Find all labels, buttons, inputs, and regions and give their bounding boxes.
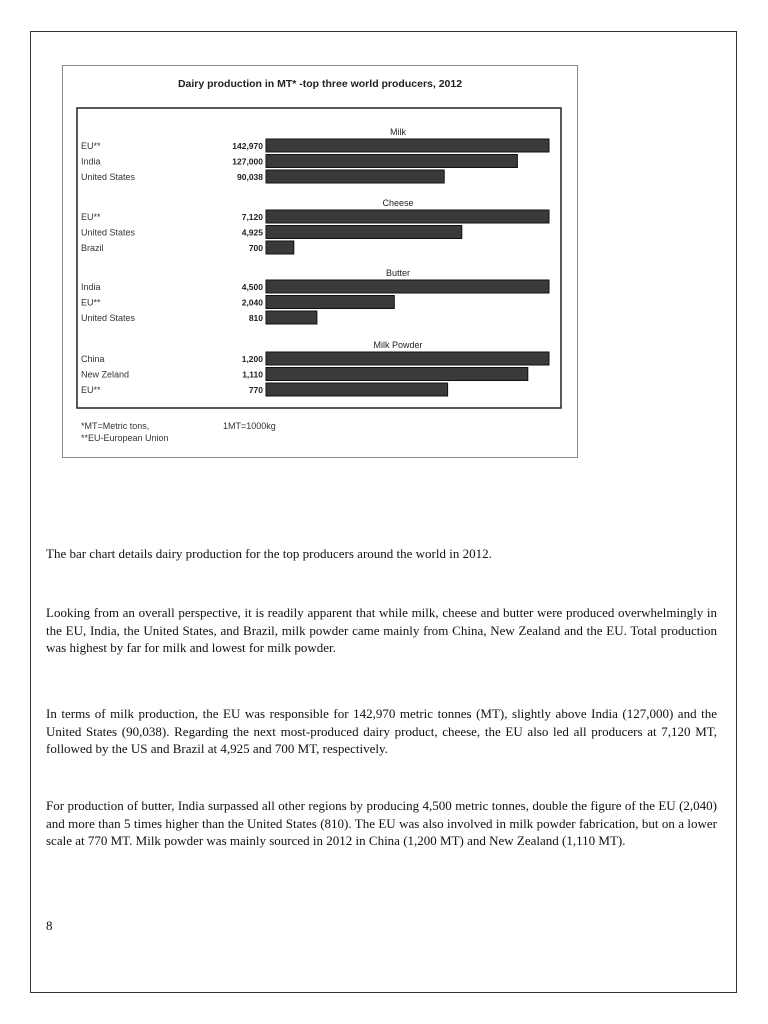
data-label: 700 bbox=[248, 243, 263, 253]
category-label: United States bbox=[81, 313, 136, 323]
chart-svg bbox=[63, 66, 577, 457]
data-label: 4,500 bbox=[241, 282, 263, 292]
category-label: EU** bbox=[81, 212, 101, 222]
data-label: 1,110 bbox=[242, 369, 263, 380]
bar bbox=[266, 210, 549, 223]
category-label: EU** bbox=[81, 297, 101, 308]
chart-title: Dairy production in MT* -top three world producers, 2012 bbox=[177, 78, 463, 90]
data-label: 1,200 bbox=[241, 354, 263, 364]
data-label: 90,038 bbox=[237, 172, 263, 182]
paragraph-intro: The bar chart details dairy production for the top producers around the world in 2012. bbox=[46, 546, 492, 561]
bar bbox=[266, 241, 294, 254]
footnote-metric-tons: *MT=Metric tons, bbox=[81, 421, 150, 431]
paragraph-butter-powder: For production of butter, India surpassed all other regions by producing 4,500 metric tonnes, double the figure of the EU (2,040) and more than 5 times higher than the United States (810). The EU was also involved in milk powder fabrication, but on a lower scale at 770 MT. Milk powder was mainly sourced in 2012 in China (1,200 MT) and New Zealand (1,110 MT). bbox=[46, 798, 717, 848]
footnote-mt-definition: 1MT=1000kg bbox=[223, 421, 276, 431]
group-title: Cheese bbox=[382, 198, 414, 208]
bar bbox=[266, 280, 549, 293]
category-label: EU** bbox=[81, 385, 101, 395]
bar bbox=[266, 311, 317, 324]
bar bbox=[266, 383, 448, 396]
data-label: 4,925 bbox=[241, 227, 263, 238]
bar bbox=[266, 139, 549, 152]
category-label: United States bbox=[81, 227, 136, 238]
bar bbox=[266, 368, 528, 381]
bar bbox=[266, 296, 394, 309]
category-label: China bbox=[81, 354, 105, 364]
category-label: India bbox=[81, 156, 101, 167]
bar bbox=[266, 352, 549, 365]
data-label: 770 bbox=[248, 385, 263, 395]
group-title: Butter bbox=[385, 268, 411, 278]
data-label: 810 bbox=[248, 313, 263, 323]
bar bbox=[266, 170, 444, 183]
paragraph-overview: Looking from an overall perspective, it is readily apparent that while milk, cheese and butter were produced overwhelmingly in the EU, India, the United States, and Brazil, milk powder came mainly from China, New Zealand and the EU. Total production was highest by far for milk and lowest for milk powder. bbox=[46, 605, 717, 655]
category-label: India bbox=[81, 282, 101, 292]
bar bbox=[266, 155, 517, 168]
category-label: United States bbox=[81, 172, 136, 182]
chart-figure bbox=[62, 65, 578, 458]
footnote-european-union: **EU-European Union bbox=[81, 433, 169, 443]
category-label: EU** bbox=[81, 141, 101, 151]
paragraph-milk-cheese: In terms of milk production, the EU was responsible for 142,970 metric tonnes (MT), slightly above India (127,000) and the United States (90,038). Regarding the next most-produced dairy product, cheese, the EU also led all producers at 7,120 MT, followed by the US and Brazil at 4,925 and 700 MT, respectively. bbox=[46, 706, 717, 756]
bar bbox=[266, 226, 462, 239]
group-title: Milk bbox=[390, 127, 406, 137]
data-label: 7,120 bbox=[241, 212, 263, 222]
category-label: New Zeland bbox=[81, 369, 130, 380]
category-label: Brazil bbox=[81, 243, 104, 253]
data-label: 142,970 bbox=[232, 141, 263, 151]
group-title: Milk Powder bbox=[373, 340, 423, 350]
page-number: 8 bbox=[46, 918, 53, 933]
data-label: 2,040 bbox=[241, 297, 263, 308]
data-label: 127,000 bbox=[232, 156, 263, 167]
